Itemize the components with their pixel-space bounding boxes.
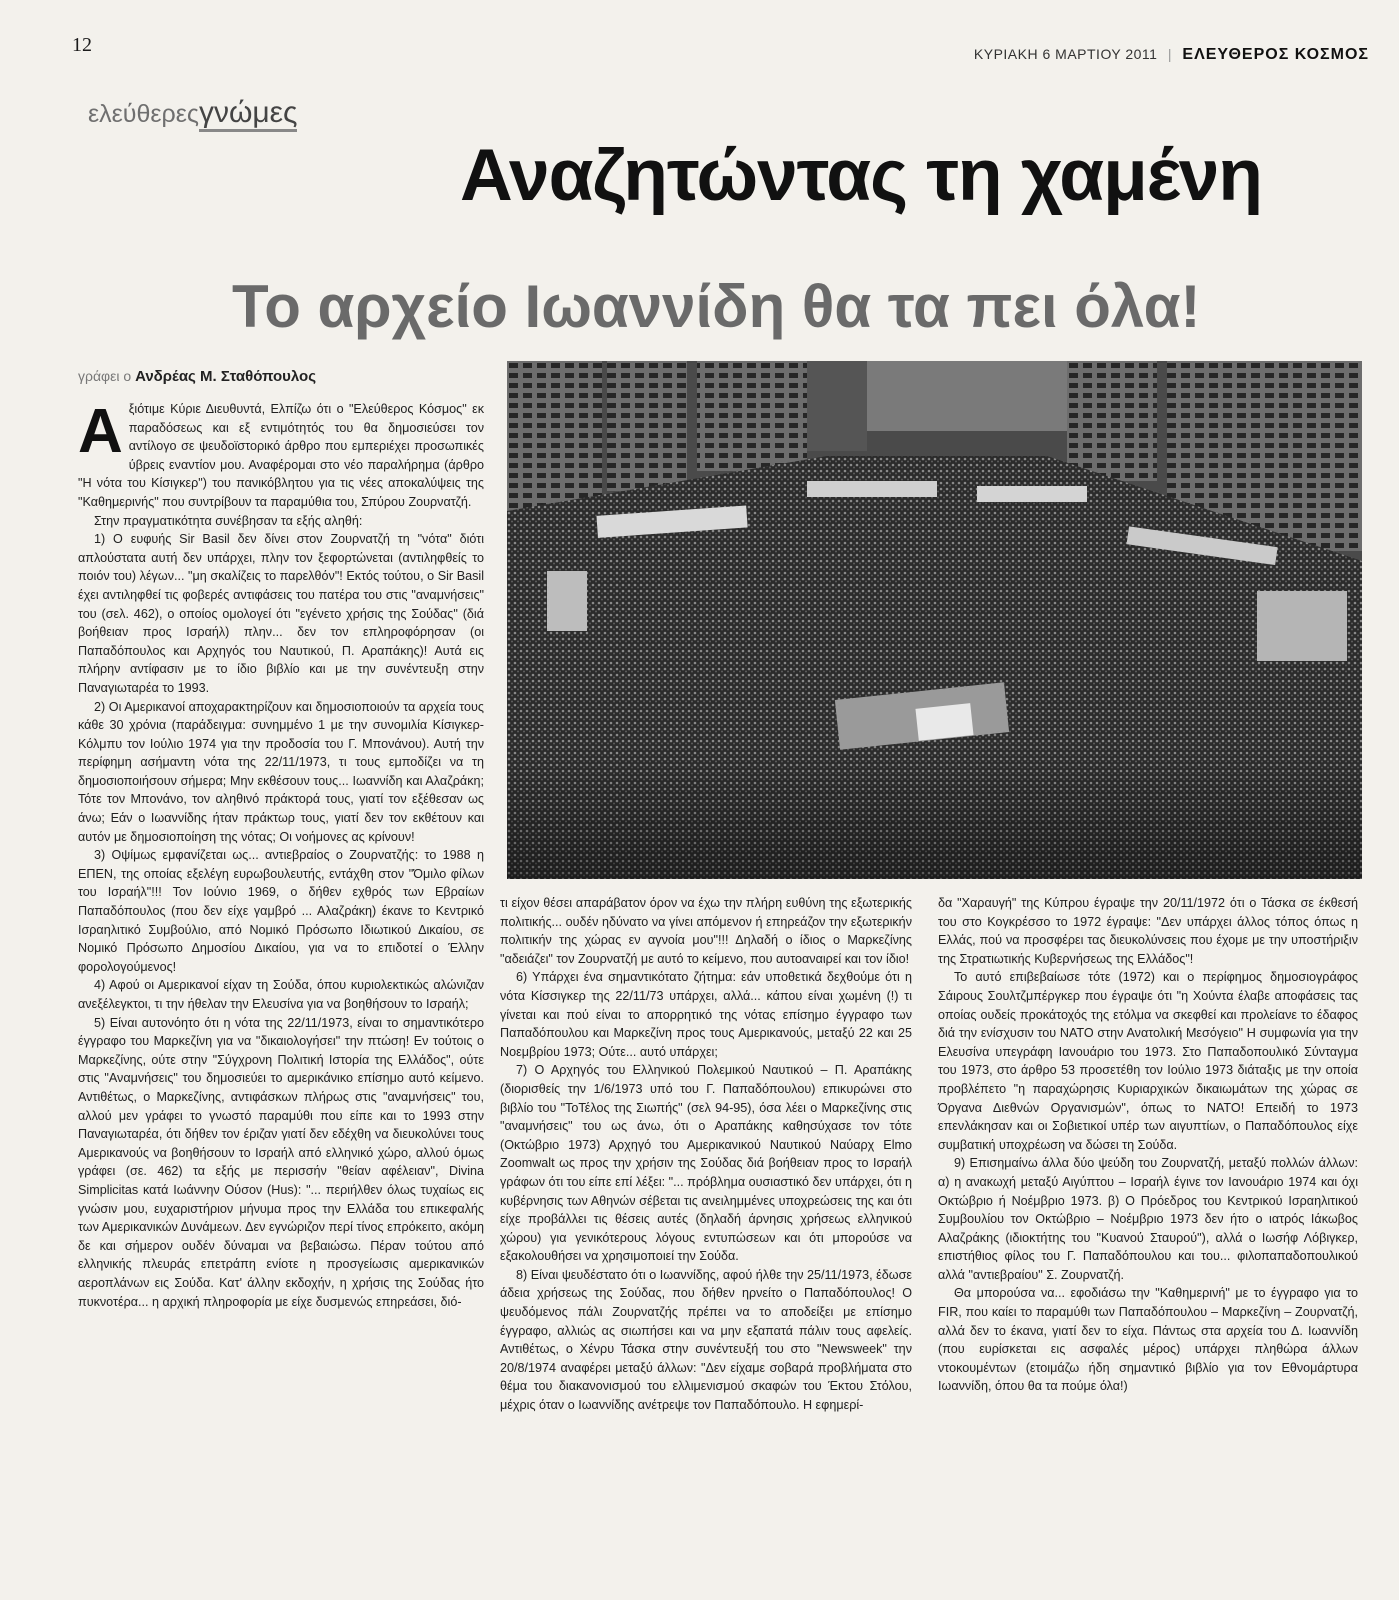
issue-date: ΚΥΡΙΑΚΗ 6 ΜΑΡΤΙΟΥ 2011 (973, 46, 1158, 62)
page-number: 12 (72, 34, 92, 56)
paragraph: 1) Ο ευφυής Sir Basil δεν δίνει στον Ζουρνατζή τη "νότα" διότι απλούστατα αυτή δεν υπάρχει, πλην τον ξεφορτώνεται (αντιληφθείς το ποιόν του) λέγων... "μη σκαλίζεις το παρελθόν"! Εκτός τούτου, ο Sir Basil έχει αντιληφθεί τις φοβερές αντιφάσεις του πατέρα του στις "αναμνήσεις" του (σελ. 462), ο οποίος ομολογεί ότι "εγένετο χρήσις της Σούδας" (διά βοήθειαν προς Ισραήλ) πλην... δεν τον επληροφόρησαν (οι Παπαδόπουλος και Αρχηγός του Ναυτικού, Π. Αραπάκης)! Αυτά εις πλήρην αντίφασιν με το ίδιο βιβλίο και με την συνέντευξη στην Παναγιωταρέα το 1993. (78, 532, 484, 695)
paragraph: Θα μπορούσα να... εφοδιάσω την "Καθημερινή" με το έγγραφο για το FIR, που καίει το παραμύθι των Παπαδόπουλου – Μαρκεζίνη – Ζουρνατζή, αλλά δεν το έκανα, γιατί δεν το είχα. Πάντως στα αρχεία του Δ. Ιωαννίδη (που ευρίσκεται εις ασφαλές μέρος) υπάρχει πληθώρα άλλων ντοκουμέντων (ετοιμάζω ήδη σημαντικό βιβλίο για τον Εθνομάρτυρα Ιωαννίδη, όπου θα τα πούμε όλα!) (938, 1286, 1358, 1394)
paragraph-text: ξιότιμε Κύριε Διευθυντά, Ελπίζω ότι ο "Ελεύθερος Κόσμος" εκ παραδόσεως και εξ εντιμότητός του θα δημοσιεύσει τον αντίλογο σε ψευδοϊστορικό άρθρο που εμπεριέχει προσωπικές ύβρεις εναντίον μου. Αναφέρομαι στο νέο παραλήρημα (άρθρο "Η νότα του Κίσιγκερ") του πανικόβλητου για τις νέες αποκαλύψεις της "Καθημερινής" που συντρίβουν τα παραμύθια του, Σπύρου Ζουρνατζή. (78, 402, 484, 509)
paragraph: 3) Οψίμως εμφανίζεται ως... αντιεβραίος ο Ζουρνατζής: το 1988 η ΕΠΕΝ, της οποίας εξελέγη ευρωβουλευτής, εντάχθη στον "Όμιλο φίλων του Ισραήλ"!!! Τον Ιούνιο 1969, ο δήθεν εχθρός των Εβραίων Παπαδόπουλος (που δεν είχε γαμβρό ... Αλαζράκη) έκανε το Κεντρικό Ισραηλιτικό Συμβούλιο, από Νομικό Πρόσωπο Ιδιωτικού Δικαίου, σε Νομικό Πρόσωπο Δημοσίου Δικαίου, για να το επιδοτεί ο Έλλην φορολογούμενος! (78, 848, 484, 974)
paragraph: τι είχον θέσει απαράβατον όρον να έχω την πλήρη ευθύνη της εξωτερικής πολιτικής... ουδέν ηδύνατο να γίνει απόμενον ή επηρεάζον την εξωτερικήν πολιτικήν της χώρας εν αγνοία μου"!!! Δηλαδή ο ίδιος ο Μαρκεζίνης "αδειάζει" τον Ζουρνατζή με αυτό το κείμενο, που αυτοαναιρεί και τον ίδιο! (500, 896, 912, 966)
lead-paragraph (78, 397, 484, 512)
crowd-photo (507, 361, 1362, 879)
newspaper-name: ΕΛΕΥΘΕΡΟΣ ΚΟΣΜΟΣ (1182, 46, 1369, 63)
paragraph: 5) Είναι αυτονόητο ότι η νότα της 22/11/1973, είναι το σημαντικότερο έγγραφο του Μαρκεζίνη για να "δικαιολογήσει" την πτώση! Εν τούτοις ο Μαρκεζίνης, ούτε στην "Σύγχρονη Πολιτική Ιστορία της Ελλάδος", ούτε στις "Αναμνήσεις" του δημοσιεύει το αμερικάνικο επίσημο αυτό κείμενο. Αντιθέτως, ο Μαρκεζίνης, αντιφάσκων πλήρως στις "αναμνήσεις" του, αλλού μεν γράφει το γνωστό παραμύθι που είπε και το 1993 στην Παναγιωταρέα, ότι δήθεν τον έριζαν γιατί δεν εδέχθη να διευκολύνει τους Αμερικανούς να βοηθήσουν το Ισραήλ από ελληνικό χώρο, αλλού όμως γράφει (σε. 462) τα εξής με περισσήν "θείαν αφέλειαν", Divina Simplicitas κατά Ιωάννην Ούσον (Hus): "... περιήλθεν όλως τυχαίως εις γνώσιν μου, ευχαριστήριον μήνυμα προς την Ελλάδα του επικεφαλής των Αμερικανικών Δυνάμεων. Δεν εγνώριζον περί τίνος επρόκειτο, ακόμη δε και σήμερον ουδέν δύναμαι να βεβαιώσω. Πέραν τούτου από ελληνικής πλευράς επετράπη ενίοτε η προσγείωσις αμερικανικών αεροπλάνων εις Σούδα. Κατ' άλλην εκδοχήν, η χρήσις της Σούδας ήτο πυκνοτέρα... η αρχική πληροφορία με είχε δυσμενώς επηρεάσει, διό- (78, 1015, 484, 1309)
section-rubric (88, 96, 297, 130)
subheadline: Το αρχείο Ιωαννίδη θα τα πει όλα! (232, 273, 1201, 340)
paragraph: 7) Ο Αρχηγός του Ελληνικού Πολεμικού Ναυτικού – Π. Αραπάκης (διορισθείς την 1/6/1973 υπό του Γ. Παπαδόπουλου) επικυρώνει στο βιβλίο του "ΤοΤέλος της Σιωπής" (σελ 94-95), όσα λέει ο Μαρκεζίνης στις "αναμνήσεις" του ως άνω, ότι ο Αραπάκης καθησύχασε τον τότε (Οκτώβριο 1973) Αρχηγό του Αμερικανικού Ναυτικού Ναύαρχ Elmo Zoomwalt ως προς την χρήσιν της Σούδας διά βοήθειαν προς το Ισραήλ γράφων ότι του είπε επί λέξει: "... πρόβλημα ουσιαστικό δεν υπάρχει, ότι η κυβέρνησις των Αθηνών σέβεται τις ανειλημμένες υποχρεώσεις της και ότι είχε προβάλλει τις θέσεις αυτές (δηλαδή άρνησις χρήσεως ελληνικού χώρου) για γενικότερους λόγους εντυπώσεων και ότι μπορούσε να εξακολουθήσει να χρησιμοποιεί την Σούδα. (500, 1063, 912, 1264)
dateline: ΚΥΡΙΑΚΗ 6 ΜΑΡΤΙΟΥ 2011 | ΕΛΕΥΘΕΡΟΣ ΚΟΣΜΟΣ (973, 46, 1369, 63)
paragraph: δα "Χαραυγή" της Κύπρου έγραψε την 20/11/1972 ότι ο Τάσκα σε έκθεσή του στο Κογκρέσσο το 1972 έγραψε: "Δεν υπάρχει άλλος τόπος όπως η Ελλάς, πού να προσφέρει τας διευκολύνσεις που έχομε με την υποστήριξιν της Στρατιωτικής Κυβερνήσεως της Ελλάδος"! (938, 896, 1358, 966)
paragraph: Το αυτό επιβεβαίωσε τότε (1972) και ο περίφημος δημοσιογράφος Σάιρους Σουλτζμπέργκερ που έγραψε ότι "η Χούντα έλαβε αποφάσεις τας οποίας ουδείς προκάτοχός της ετόλμα να σκεφθεί και προλείανε το έδαφος διά την ενίσχυσιν του ΝΑΤΟ στην Ανατολική Μεσόγειο" Η συμφωνία για την Ελευσίνα υπεγράφη Ιανουάριο του 1973. Στο Παπαδοπουλικό Σύνταγμα του 1973, στο άρθρο 53 προσετέθη τον Ιούλιο 1973 διάταξις με την οποία προβλέπετο "η παραχώρησις Κυριαρχικών δικαιωμάτων της χώρας σε Όργανα Διεθνών Οργανισμών", όπως το ΝΑΤΟ! Επειδή το 1973 επενλάκησαν και οι Σοβιετικοί υπέρ των αιγυπτίων, ο Παπαδόπουλος είχε συμβατική υποχρέωση να δώσει τη Σούδα. (938, 970, 1358, 1152)
paragraph: 9) Επισημαίνω άλλα δύο ψεύδη του Ζουρνατζή, μεταξύ πολλών άλλων: α) η ανακωχή μεταξύ Αιγύπτου – Ισραήλ έγινε τον Ιανουάριο 1974 και όχι Οκτώβριο ή Νοέμβριο 1973. β) Ο Πρόεδρος του Κεντρικού Ισραηλιτικού Συμβουλίου τον Οκτώβριο – Νοέμβριο 1973 δεν ήτο ο ιατρός Ιάκωβος Αλαζράκης (ιδιοκτήτης του "Κυανού Σταυρού"), αλλά ο Ιωσήφ Λόβιγκερ, επιστήθιος φίλος του Γ. Παπαδόπουλου και του... φιλοπαπαδοπουλικού αλλά "αντιεβραίου" Σ. Ζουρνατζή. (938, 1156, 1358, 1282)
dropcap-letter: Α (78, 397, 123, 466)
author-name: Ανδρέας Μ. Σταθόπουλος (135, 368, 317, 385)
headline: Αναζητώντας τη χαμένη (460, 135, 1262, 216)
paragraph: 6) Υπάρχει ένα σημαντικότατο ζήτημα: εάν υποθετικά δεχθούμε ότι η νότα Κίσσιγκερ της 22/11/73 υπάρχει, αλλά... κάπου είναι χωμένη (!) τι γίνεται και πού είναι το απορρητικό της νότας επίσημο έγγραφο των Παπαδόπουλου και Μαρκεζίνη προς τους Αμερικανούς, μεταξύ 22 και 25 Νοεμβρίου 1973; Ούτε... αυτό υπάρχει; (500, 970, 912, 1059)
rubric-part2: γνώμες (199, 96, 298, 132)
article-column-3 (938, 894, 1358, 1396)
crowd-photo-illustration (507, 361, 1362, 879)
rubric-part1: ελεύθερες (88, 100, 199, 128)
paragraph: Στην πραγματικότητα συνέβησαν τα εξής αληθή: (94, 513, 363, 528)
article-column-2 (500, 894, 912, 1415)
paragraph: 4) Αφού οι Αμερικανοί είχαν τη Σούδα, όπου κυριολεκτικώς αλώνιζαν ανεξέλεγκτοι, τι την ήθελαν την Ελευσίνα για να βοηθήσουν το Ισραήλ; (78, 978, 484, 1011)
byline (78, 368, 316, 385)
paragraph: 2) Οι Αμερικανοί αποχαρακτηρίζουν και δημοσιοποιούν τα αρχεία τους κάθε 30 χρόνια (παράδειγμα: συνημμένο 1 με την συνομιλία Κίσιγκερ-Κόλμπυ τον Ιούλιο 1974 για την προδοσία του Γ. Μπονάνου). Αυτή την περίφημη ασήμαντη νότα της 22/11/1973, τι τους εμποδίζει να τη δημοσιοποιήσουν σήμερα; Μην εκθέσουν τους... Ιωαννίδη και Αλαζράκη; Τότε τον Μπονάνο, τον αληθινό πράκτορά τους, γιατί τον εξέθεσαν ως άνω; Εάν ο Ιωαννίδης ήταν πράκτωρ τους, γιατί δεν τον εκθέτουν και αυτόν με δημοσιοποίηση της νότας; Οι νοήμονες ας κρίνουν! (78, 699, 484, 844)
byline-prefix: γράφει ο (78, 368, 132, 384)
paragraph: 8) Είναι ψευδέστατο ότι ο Ιωαννίδης, αφού ήλθε την 25/11/1973, έδωσε άδεια χρήσεως της Σούδας, που δήθεν ηρνείτο ο Παπαδόπουλος! Ο ψευδόμενος πάλι Ζουρνατζής πρέπει να το αποδείξει με επίσημο έγγραφο, αλλιώς ας σιωπήσει και να μην εξαπατά πάλιν τους αφελείς. Αντιθέτως, ο Χένρυ Τάσκα στην συνέντευξή του στο "Newsweek" την 20/8/1974 αναφέρει μεταξύ άλλων: "Δεν είχαμε σοβαρά προβλήματα στο θέμα του διακανονισμού του ελλιμενισμού σκαφών του Έκτου Στόλου, μέχρις όταν ο Ιωαννίδης ανέτρεψε τον Παπαδόπουλο. Η εφημερί- (500, 1267, 912, 1413)
article-column-1 (78, 397, 484, 1311)
